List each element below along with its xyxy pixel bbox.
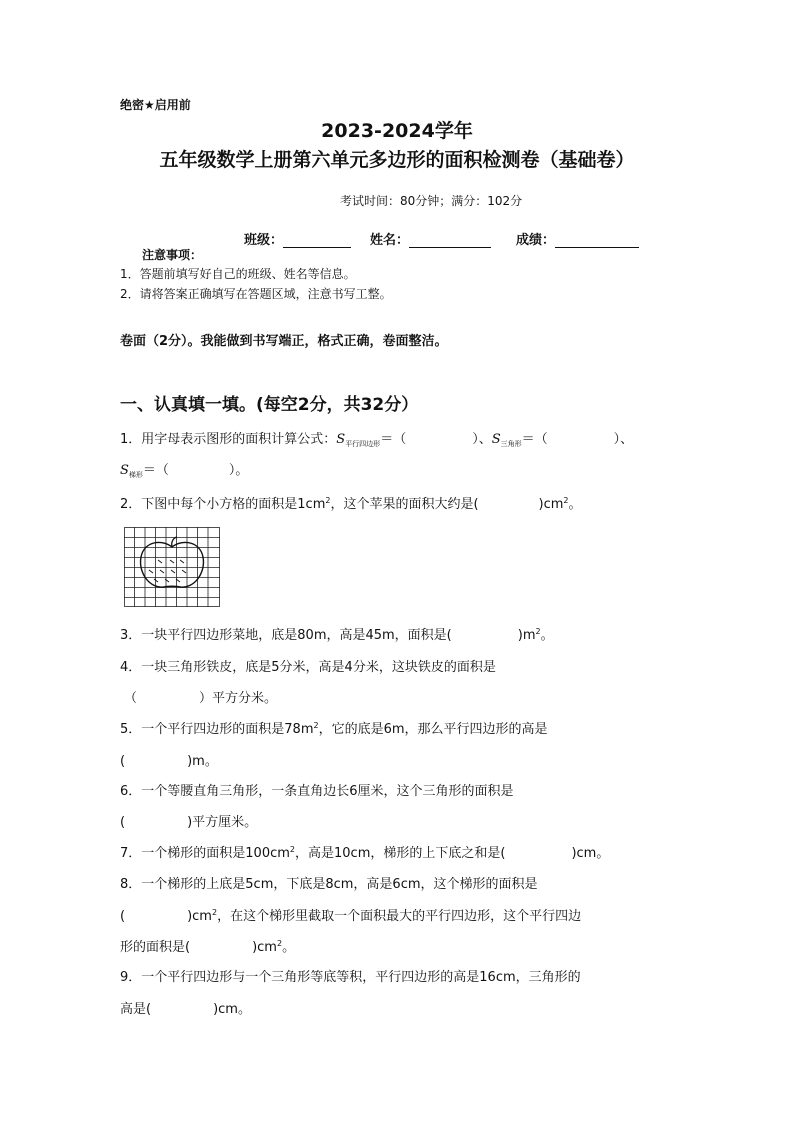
area-symbol: S (336, 432, 346, 447)
class-label: 班级： (244, 233, 284, 248)
question-8-cont2: 形的面积是( )$cm^2$。 (120, 939, 296, 955)
question-1-cont: $S_{梯形}=$（ ）。 (120, 463, 249, 479)
question-8: 8．一个梯形的上底是5cm，下底是8cm，高是6cm，这个梯形的面积是 (120, 877, 538, 892)
score-blank[interactable] (555, 233, 639, 248)
section-title: 一、认真填一填。(每空2分，共32分） (120, 395, 419, 415)
question-5-cont: ( )m。 (120, 754, 218, 769)
grid-lines (124, 527, 220, 607)
question-5: 5．一个平行四边形的面积是$78m^2$，它的底是6m，那么平行四边形的高是 (120, 721, 548, 737)
exam-title: 五年级数学上册第六单元多边形的面积检测卷（基础卷） (159, 149, 635, 171)
apple-grid-figure (124, 527, 220, 607)
notice-item: 1．答题前填写好自己的班级、姓名等信息。 (120, 267, 356, 281)
apple-outline (141, 542, 204, 587)
notice-item: 2．请将答案正确填写在答题区域，注意书写工整。 (120, 287, 392, 301)
question-6: 6．一个等腰直角三角形，一条直角边长6厘米，这个三角形的面积是 (120, 784, 514, 799)
question-4: 4．一块三角形铁皮，底是5分米，高是4分米，这块铁皮的面积是 (120, 660, 496, 675)
question-9: 9．一个平行四边形与一个三角形等底等积，平行四边形的高是16cm，三角形的 (120, 970, 581, 985)
neatness-statement: 卷面（2分）。我能做到书写端正，格式正确，卷面整洁。 (120, 334, 448, 349)
score-field[interactable] (516, 229, 639, 248)
confidential-label: 绝密★启用前 (120, 98, 191, 112)
question-9-cont: 高是( )cm。 (120, 1002, 251, 1017)
class-blank[interactable] (283, 233, 351, 248)
name-label: 姓名： (370, 233, 410, 248)
score-label: 成绩： (516, 233, 556, 248)
question-2: 2．下图中每个小方格的面积是$1cm^2$，这个苹果的面积大约是( )$cm^2$。 (120, 496, 582, 512)
notice-title: 注意事项： (142, 248, 203, 262)
exam-time-info: 考试时间：80分钟；满分：102分 (340, 194, 523, 208)
class-field[interactable] (244, 229, 351, 248)
name-field[interactable] (370, 229, 491, 248)
name-blank[interactable] (409, 233, 491, 248)
apple-hatch-marks (149, 560, 186, 582)
question-3: 3．一块平行四边形菜地，底是80m，高是45m，面积是( )$m^2$。 (120, 627, 554, 643)
exam-title-year: 2023-2024学年 (321, 120, 473, 142)
question-6-cont: ( )平方厘米。 (120, 815, 258, 830)
question-1: 1．用字母表示图形的面积计算公式：$S_{平行四边形}=$（ ）、$S_{三角形}=$（ ）、 (120, 432, 634, 448)
question-8-cont: ( )$cm^2$，在这个梯形里截取一个面积最大的平行四边形，这个平行四边 (120, 908, 582, 924)
question-7: 7．一个梯形的面积是$100cm^2$，高是10cm，梯形的上下底之和是( )cm。 (120, 845, 610, 861)
question-4-cont: （ ）平方分米。 (124, 691, 278, 706)
